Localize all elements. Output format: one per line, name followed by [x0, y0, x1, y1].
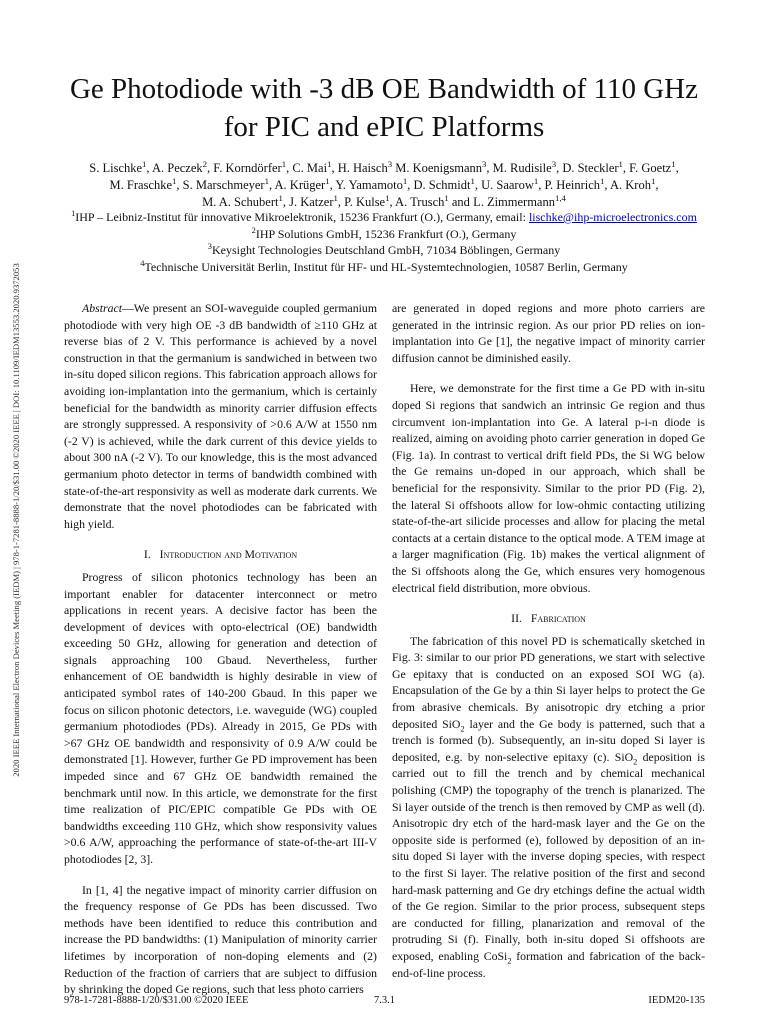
- author-affil-mark: 1: [533, 175, 539, 186]
- author: Y. Yamamoto: [335, 178, 403, 192]
- footer-page-number: 7.3.1: [374, 995, 395, 1006]
- affiliation-2: [40, 226, 728, 243]
- author-affil-mark: 1,4: [554, 192, 566, 203]
- abstract-label: Abstract: [82, 301, 122, 315]
- subscript: 2: [507, 956, 512, 966]
- paragraph: are generated in doped regions and more photo carriers are generated in the intrinsic region. As our prior PD relies on ion-implantation into Ge [1], the negative impact of minority carrier diffusion cannot be diminished easily.: [392, 301, 705, 365]
- affiliation-4: [40, 259, 728, 276]
- author-affil-mark: 1: [385, 192, 390, 203]
- affiliation-list: [40, 209, 728, 275]
- author-affil-mark: 1: [333, 192, 338, 203]
- author: J. Katzer: [289, 195, 334, 209]
- author: D. Steckler: [562, 161, 619, 175]
- author-affil-mark: 3: [551, 158, 557, 169]
- author: L. Zimmermann: [473, 195, 555, 209]
- paper-title: [40, 70, 728, 146]
- author-affil-mark: 1: [402, 175, 408, 186]
- author: S. Marschmeyer: [182, 178, 265, 192]
- affiliation-3: [40, 242, 728, 259]
- author-affil-mark: 1: [650, 175, 656, 186]
- paragraph: In [1, 4] the negative impact of minority carrier diffusion on the frequency response of Ge PDs has been discussed. Two methods have been identified to reduce this contribution and increase the PD bandwidths: (1) Manipulation of minority carrier lifetimes by incorporation of non-doping elements and (2) Reduction of the fraction of carriers that are subject to diffusion by shrinking the doped Ge regions, such that less photo carriers: [64, 882, 377, 997]
- author: A. Trusch: [395, 195, 445, 209]
- footer-conference-id: IEDM20-135: [648, 995, 705, 1006]
- author-affil-mark: 1: [264, 175, 269, 186]
- author: P. Heinrich: [544, 178, 601, 192]
- author: S. Lischke: [89, 161, 143, 175]
- author: M. Rudisile: [492, 161, 552, 175]
- author-affil-mark: 1: [444, 192, 449, 203]
- doi-sidebar-text: 2020 IEEE International Electron Devices Meeting (IEDM) | 978-1-7281-8888-1/20/$31.00 ©2020 IEEE | DOI: 10.1109/IEDM13553.2020.9372053: [11, 263, 21, 777]
- paragraph: [392, 633, 705, 981]
- abstract-text: —We present an SOI-waveguide coupled germanium photodiode with very high OE -3 dB bandwidth of ≥110 GHz at reverse bias of 2 V. This performance is achieved by a novel construction in that the germanium is sandwiched in between two in-situ doped silicon regions. This fabrication approach allows for avoiding ion-implantation into the germanium, which is certainly beneficial for the bandwidth as minority carrier diffusion effects are strongly suppressed. A responsivity of >0.6 A/W at 1550 nm (-2 V) is achieved, while the dark current of this device yields to about 300 nA (-2 V). To our knowledge, this is the most advanced germanium photo detector in terms of bandwidth combined with state-of-the-art responsivity as well as moderate dark currents. We demonstrate that the novel photodiodes can be fabricated with high yield.: [64, 301, 377, 531]
- author-affil-mark: 1: [600, 175, 605, 186]
- author: P. Kulse: [344, 195, 386, 209]
- affil-number: 4: [140, 258, 145, 268]
- author: H. Haisch: [337, 161, 388, 175]
- author-affil-mark: 2: [202, 158, 208, 169]
- author: A. Krüger: [274, 178, 326, 192]
- abstract: [64, 300, 377, 532]
- author: D. Schmidt: [413, 178, 471, 192]
- email-link[interactable]: lischke@ihp-microelectronics.com: [528, 210, 697, 224]
- section-heading-introduction: [64, 546, 377, 563]
- author: M. Fraschke: [109, 178, 173, 192]
- author-affil-mark: 1: [172, 175, 177, 186]
- affil-text: Keysight Technologies Deutschland GmbH, 71034 Böblingen, Germany: [211, 243, 561, 257]
- subscript: 2: [460, 724, 465, 734]
- author-affil-mark: 3: [387, 158, 393, 169]
- affil-number: 2: [251, 225, 256, 235]
- author: M. Koenigsmann: [395, 161, 483, 175]
- section-title: Introduction and Motivation: [159, 547, 298, 562]
- affil-text: IHP Solutions GmbH, 15236 Frankfurt (O.), Germany: [255, 226, 517, 241]
- section-number: II.: [511, 611, 522, 626]
- author: M. A. Schubert: [202, 195, 279, 209]
- affil-text: IHP – Leibniz-Institut für innovative Mikroelektronik, 15236 Frankfurt (O.), Germany, email:: [75, 210, 529, 224]
- text-run: formation and fabrication of the back-end-of-line process.: [392, 948, 705, 980]
- author: U. Saarow: [481, 178, 534, 192]
- title-line-1: Ge Photodiode with -3 dB OE Bandwidth of 110 GHz: [69, 73, 698, 105]
- author-list: S. Lischke$^1$, A. Peczek$^2$, F. Korndörfer$^1$, C. Mai$^1$, H. Haisch$^3$ M. Koenigsmann$^3$, M. Rudisile$^3$, D. Steckler$^1$, F. Goetz$^1$, M. Fraschke$^1$, S. Marschmeyer$^1$, A. Krüger$^1$, Y. Yamamoto$^1$, D. Schmidt$^1$, U. Saarow$^1$, P. Heinrich$^1$, A. Kroh$^1$, M. A. Schubert$^1$, J. Katzer$^1$, P. Kulse$^1$, A. Trusch$^1$ and L. Zimmermann$^{1,4}$: [89, 158, 679, 209]
- author-affil-mark: 1: [278, 192, 283, 203]
- subscript: 2: [633, 757, 638, 767]
- author-affil-mark: 1: [327, 158, 332, 169]
- author-affil-mark: 1: [671, 158, 676, 169]
- left-column: [64, 300, 377, 998]
- author-affil-mark: 1: [142, 158, 147, 169]
- author: A. Peczek: [151, 161, 203, 175]
- section-number: I.: [143, 547, 151, 562]
- author-affil-mark: 1: [325, 175, 330, 186]
- section-heading-fabrication: [392, 610, 705, 627]
- author-affil-mark: 1: [470, 175, 475, 186]
- footer-isbn: 978-1-7281-8888-1/20/$31.00 ©2020 IEEE: [64, 995, 249, 1006]
- page-footer: [64, 995, 705, 1009]
- paragraph: Here, we demonstrate for the first time a Ge PD with in-situ doped Si regions that sandwich an intrinsic Ge region and thus circumvent ion-implantation into Ge. A lateral p-i-n diode is realized, aiming on avoiding photo carrier generation in doped Ge (Fig. 1a). In contrast to vertical drift field PDs, the Si WG below the Ge remains un-doped in our approach, which shall be beneficial for the responsivity. Similar to the prior PD (Fig. 2), the lateral Si offshoots allow for low-ohmic contacting utilizing state-of-the-art silicide processes and allow for placing the metal contacts at a certain distance to the optical mode. A TEM image at a larger magnification (Fig. 1b) makes the vertical alignment of the Si offshoots along the Ge, which ensures very homogenous electrical field distribution, more obvious.: [392, 381, 705, 595]
- section-title: Fabrication: [530, 611, 586, 626]
- text-run: layer and the Ge body is patterned, such that a trench is formed (b). Subsequently, an in-situ doped Si layer is deposited, e.g. by non-selective epitaxy (c). SiO: [392, 716, 705, 764]
- affiliation-1: [40, 209, 728, 226]
- text-run: deposition is carried out to fill the trench and by chemical mechanical polishing (CMP) the topography of the trench is planarized. The Si layer outside of the trench is then removed by CMP as well (d). Anisotropic dry etch of the hard-mask layer and the Ge on the opposite side is performed (e), followed by deposition of an in-situ doped Si layer with the inverse doping species, with respect to the first Si layer. The relative position of the first and second hard-mask patterning and Ge dry etchings define the actual width of the Ge region. Similar to the prior process, subsequent steps are conducted for filling, planarization and removal of the protruding Si (f). Finally, both in-situ doped Si offshoots are exposed, enabling CoSi: [392, 749, 705, 963]
- author-affil-mark: 1: [618, 158, 623, 169]
- affil-number: 3: [207, 242, 212, 251]
- affil-text: Technische Universität Berlin, Institut für HF- und HL-Systemtechnologien, 10587 Berlin, Germany: [144, 259, 628, 274]
- text-run: The fabrication of this novel PD is schematically sketched in Fig. 3: similar to our prior PD generations, we start with selective Ge epitaxy that is conducted on an exposed SOI WG (a). Encapsulation of the Ge by a thin Si layer helps to protect the Ge from abrasive chemicals. By anisotropic dry etching a prior deposited SiO: [392, 633, 705, 731]
- affil-number: 1: [71, 209, 76, 218]
- author: A. Kroh: [609, 178, 651, 192]
- doi-sidebar: [6, 200, 26, 840]
- author: F. Goetz: [629, 161, 672, 175]
- author-affil-mark: 3: [482, 158, 487, 169]
- title-line-2: for PIC and ePIC Platforms: [223, 111, 545, 143]
- author-affil-mark: 1: [281, 158, 287, 169]
- right-column: [392, 300, 705, 981]
- author: F. Korndörfer: [213, 161, 282, 175]
- paragraph: Progress of silicon photonics technology has been an important enabler for datacenter interconnect or metro applications in recent years. A decisive factor has been the development of devices with opto-electrical (OE) bandwidth exceeding 50 GHz, allowing for generation and detection of signals approaching 100 Gbaud. Nevertheless, further enhancement of OE bandwidth is highly desirable in view of anticipated symbol rates of 140-200 Gbaud. In this paper we focus on silicon photonic detectors, i.e. waveguide (WG) coupled germanium photodiodes (PDs). Already in 2015, Ge PDs with >67 GHz OE bandwidth and responsivity of 0.9 A/W could be demonstrated [1]. However, further Ge PD improvement has been impeded since and 67 GHz OE bandwidth remained the benchmark until now. In this article, we demonstrate for the first time realization of PIC/EPIC compatible Ge PDs with OE bandwidths exceeding 110 GHz, which show responsivity values >0.6 A/W, approaching the performance of state-of-the-art III-V photodiodes [2, 3].: [64, 569, 377, 866]
- author: C. Mai: [292, 161, 328, 175]
